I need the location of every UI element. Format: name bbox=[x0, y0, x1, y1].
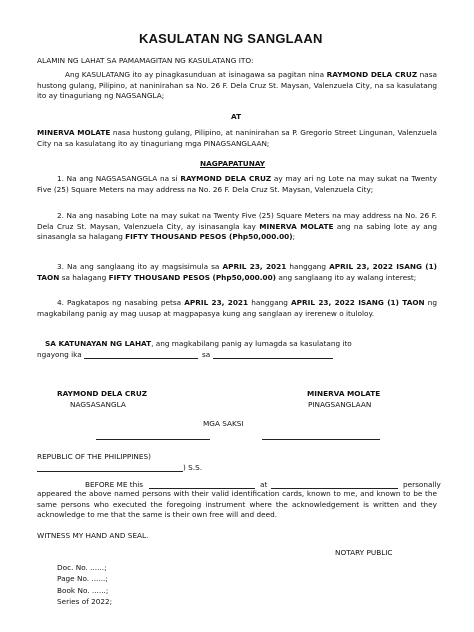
opening-line: ALAMIN NG LAHAT SA PAMAMAGITAN NG KASULATANG ITO: bbox=[37, 56, 254, 65]
witness-clause-line2-pre: ngayong ika bbox=[37, 350, 82, 359]
doc-no: Doc. No. ......; bbox=[57, 563, 107, 572]
clause2-amount: FIFTY THOUSAND PESOS (Php50,000.00) bbox=[125, 232, 293, 242]
signatory-2-name: MINERVA MOLATE bbox=[307, 389, 381, 398]
acknowledgement-paragraph: appeared the above named persons with their valid identification cards, known to me, and known to be the same persons who executed the foregoing instrument where the acknowledgement is written and they acknowledge to me that the same is their own free will and deed. bbox=[37, 489, 437, 520]
clause3-date2: APRIL 23, 2022 ISANG (1) TAON bbox=[37, 262, 437, 282]
before-me-post: personally bbox=[403, 480, 441, 489]
clause3-pre: 3. Na ang sanglaang ito ay magsisimula sa bbox=[57, 262, 220, 271]
witness-clause-line2-mid: sa bbox=[202, 350, 211, 359]
clause4-date1: APRIL 23, 2021 bbox=[184, 298, 249, 307]
place-blank bbox=[213, 358, 333, 359]
series-year: Series of 2022; bbox=[57, 597, 113, 606]
witness-1-line bbox=[96, 439, 210, 440]
clause3-mid2: sa halagang bbox=[61, 272, 107, 282]
before-me-pre: BEFORE ME this bbox=[85, 480, 144, 489]
at-label: AT bbox=[231, 112, 242, 121]
notary-public-label: NOTARY PUBLIC bbox=[335, 548, 393, 557]
clause3-date1: APRIL 23, 2021 bbox=[222, 262, 287, 271]
party1-post: nasa hustong gulang, Pilipino, at naninirahan sa No. 26 F. Dela Cruz St. Maysan, Valenzuela City, na sa kasulatang ito ay tinaguriang ng NAGSANGLA; bbox=[37, 70, 438, 101]
witness-clause-line1 bbox=[45, 339, 352, 349]
clause2-end: ; bbox=[292, 232, 296, 242]
clause3-end: ang sanglaang ito ay walang interest; bbox=[278, 272, 417, 282]
clause2-name: MINERVA MOLATE bbox=[259, 221, 334, 231]
clause2-pre: 2. Na ang nasabing Lote na may sukat na Twenty Five (25) Square Meters na may address na No. 26 F. Dela Cruz St. Maysan, Valenzuela City, ay isinasangla kay bbox=[37, 211, 437, 231]
witnesses-label: MGA SAKSI bbox=[203, 419, 244, 428]
clause4-mid1: hanggang bbox=[251, 298, 288, 307]
clause2-mid: ang na sabing lote ay ang sinasangla sa halagang bbox=[37, 221, 437, 242]
witness-clause-rest: , ang magkabilang panig ay lumagda sa kasulatang ito bbox=[151, 339, 352, 348]
clause-4 bbox=[37, 298, 437, 319]
clause1-post: ay may ari ng Lote na may sukat na Twenty Five (25) Square Meters na may address na No. 26 F. Dela Cruz St. Maysan, Valenzuela City; bbox=[37, 174, 437, 194]
republic-line: REPUBLIC OF THE PHILIPPINES) bbox=[37, 452, 151, 461]
clause1-pre: 1. Na ang NAGSASANGGLA na si bbox=[57, 174, 178, 183]
clause3-amount: FIFTY THOUSAND PESOS (Php50,000.00) bbox=[108, 272, 277, 282]
party1-name: RAYMOND DELA CRUZ bbox=[326, 70, 418, 79]
before-me-mid: at bbox=[260, 480, 268, 489]
date-day-blank bbox=[84, 358, 198, 359]
party2-post: nasa hustong gulang, Pilipino, at naninirahan sa P. Gregorio Street Lingunan, Valenzuela City na sa kasulatang ito ay tinaguriang mga PINAGSANGLAAN; bbox=[37, 128, 437, 148]
clause4-end: ng magkabilang panig ay mag uusap at magpapasya kung ang sanglaan ay irerenew o ituloloy. bbox=[37, 298, 438, 318]
book-no: Book No. ......; bbox=[57, 586, 109, 595]
ss-label: ) S.S. bbox=[183, 463, 203, 472]
clause-3 bbox=[37, 262, 437, 283]
venue-blank bbox=[37, 471, 183, 472]
party2-paragraph bbox=[37, 128, 437, 149]
party1-paragraph bbox=[37, 70, 437, 102]
clause4-pre: 4. Pagkatapos ng nasabing petsa bbox=[57, 298, 182, 307]
signatory-1-role: NAGSASANGLA bbox=[70, 400, 126, 409]
document-title: KASULATAN NG SANGLAAN bbox=[139, 31, 323, 46]
witness-2-line bbox=[262, 439, 380, 440]
party1-pre: Ang KASULATANG ito ay pinagkasunduan at isinagawa sa pagitan nina bbox=[65, 70, 325, 79]
witness-hand-seal: WITNESS MY HAND AND SEAL. bbox=[37, 531, 149, 540]
clause-2 bbox=[37, 211, 437, 243]
signatory-1-name: RAYMOND DELA CRUZ bbox=[57, 389, 148, 398]
clause1-name: RAYMOND DELA CRUZ bbox=[180, 174, 272, 183]
clause-1 bbox=[37, 174, 437, 195]
clause3-mid1: hanggang bbox=[289, 262, 327, 271]
party2-name: MINERVA MOLATE bbox=[37, 128, 111, 137]
witness-clause-bold: SA KATUNAYAN NG LAHAT bbox=[45, 339, 152, 348]
clause4-date2: APRIL 23, 2022 ISANG (1) TAON bbox=[291, 298, 425, 307]
page-no: Page No. ......; bbox=[57, 574, 108, 583]
signatory-2-role: PINAGSANGLAAN bbox=[308, 400, 372, 409]
declares-label: NAGPAPATUNAY bbox=[200, 159, 266, 168]
